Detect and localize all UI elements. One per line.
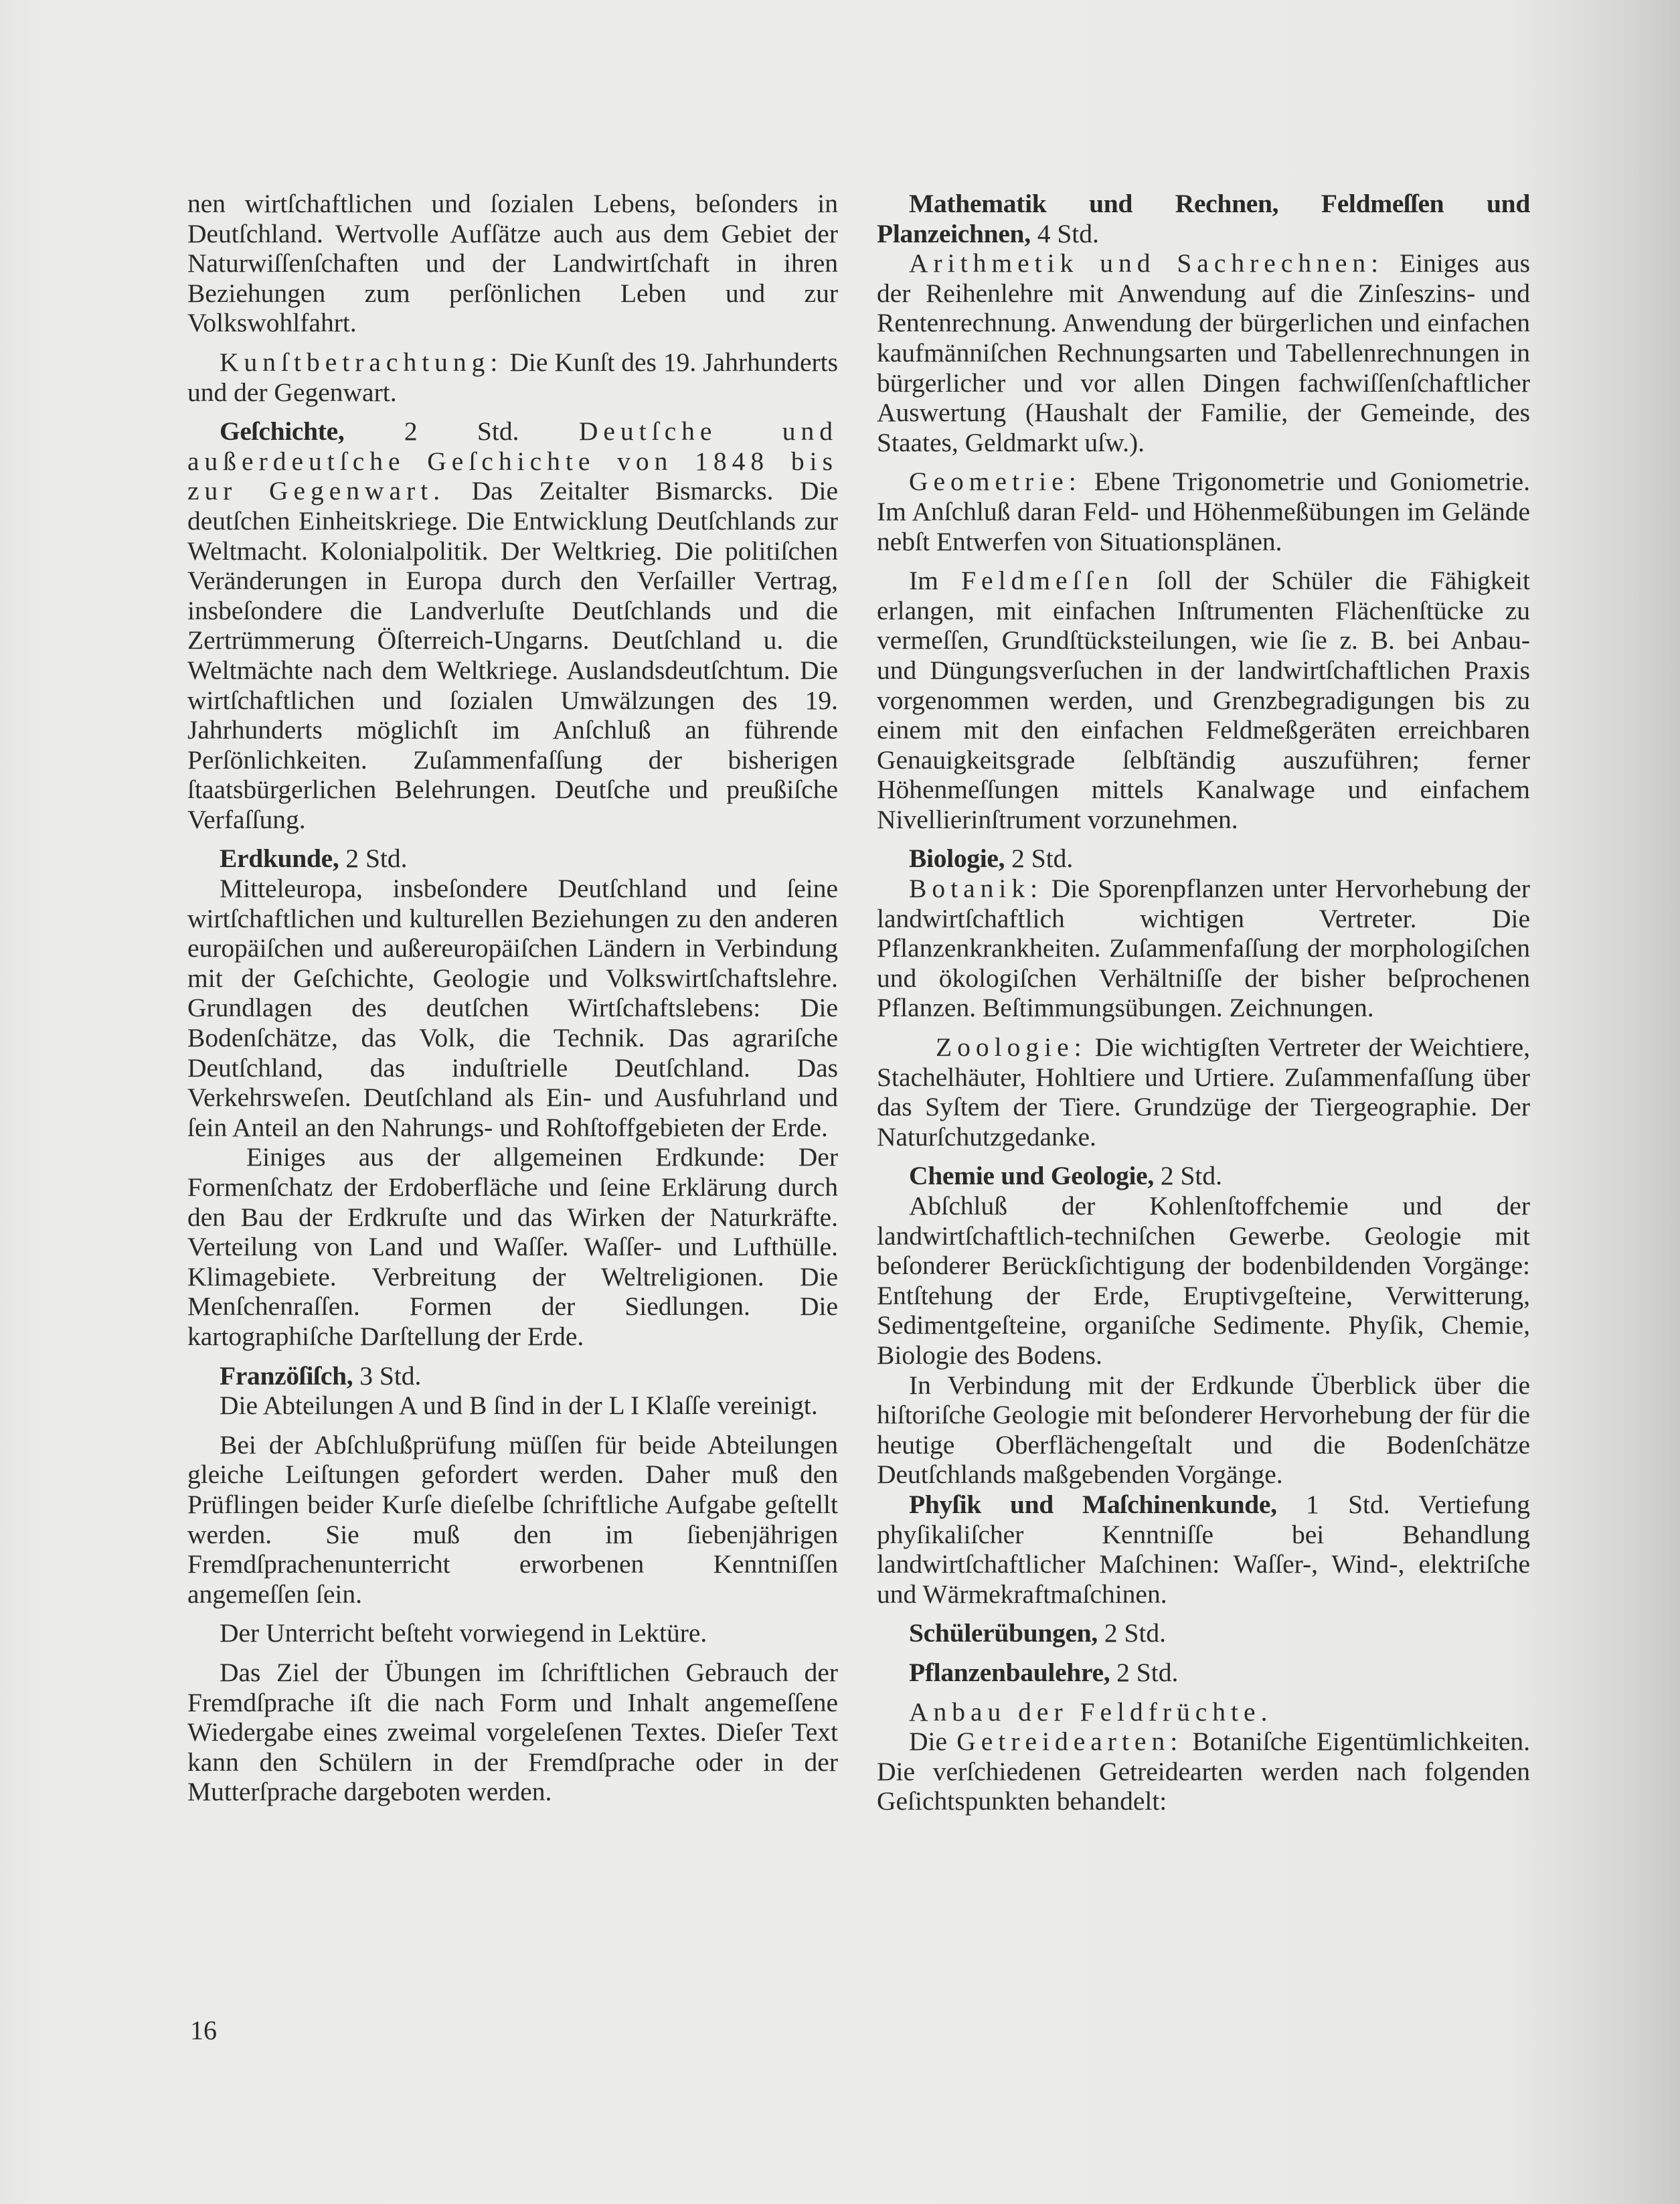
- geschichte-text: Das Zeitalter Bismarcks. Die deutſchen Einheitskriege. Die Entwicklung Deutſchlands zur Weltmacht. Kolonialpolitik. Der Weltkrieg. Die politiſchen Veränderungen in Europa durch den Verſailler Vertrag, insbeſondere die Landverluſte Deutſchlands und die Zertrümmerung Öſterreich-Ungarns. Deutſchland u. die Weltmächte nach dem Weltkriege. Auslandsdeutſchtum. Die wirtſchaftlichen und ſozialen Umwälzungen des 19. Jahrhunderts möglichſt im Anſchluß an führende Perſönlichkeiten. Zuſammenfaſſung der bisherigen ſtaatsbürgerlichen Belehrungen. Deutſche und preußiſche Verfaſſung.: [187, 476, 838, 834]
- physik-heading: Phyſik und Maſchinenkunde,: [909, 1489, 1277, 1519]
- franzoesisch-paragraph-4: Das Ziel der Übungen im ſchriftlichen Gebrauch der Fremdſprache iſt die nach Form und Inhalt angemeſſene Wiedergabe eines zweimal vorgeleſenen Textes. Dieſer Text kann den Schülern in der Fremdſprache oder in der Mutterſprache dargeboten werden.: [187, 1657, 838, 1807]
- getreidearten-prefix: Die: [909, 1727, 957, 1757]
- franzoesisch-paragraph-1: Die Abteilungen A und B ſind in der L I Klaſſe vereinigt.: [220, 1391, 818, 1421]
- mathematik-section-heading: [877, 189, 1530, 248]
- franzoesisch-heading: Franzöſiſch,: [220, 1360, 353, 1391]
- erdkunde-paragraph-2: Einiges aus der allgemeinen Erdkunde: Der Formenſchatz der Erdoberfläche und ſeine Erklärung durch den Bau der Erdkruſte und das Wirken der Naturkräfte. Verteilung von Land und Waſſer. Waſſer- und Lufthülle. Klimagebiete. Verbreitung der Weltreligionen. Die Menſchenraſſen. Formen der Siedlungen. Die kartographiſche Darſtellung der Erde.: [187, 1142, 838, 1351]
- getreidearten-label: Getreidearten:: [956, 1727, 1183, 1757]
- physik-section: [877, 1490, 1530, 1609]
- biologie-hours: 2 Std.: [1005, 844, 1074, 874]
- mathematik-hours: 4 Std.: [1030, 218, 1099, 248]
- chemie-heading: Chemie und Geologie,: [909, 1161, 1154, 1191]
- physik-text: Vertiefung phyſikaliſcher Kenntniſſe bei Behandlung landwirtſchaftlicher Maſchinen: Waſſer-, Wind-, elektriſche und Wärmekraftmaſchinen.: [877, 1489, 1530, 1609]
- biologie-heading: Biologie,: [909, 844, 1005, 874]
- chemie-paragraph-2: In Verbindung mit der Erdkunde Überblick über die hiſtoriſche Geologie mit beſonderer Hervorhebung der für die heutige Oberflächengeſtalt und die Bodenſchätze Deutſchlands maßgebenden Vorgänge.: [877, 1370, 1530, 1490]
- page-number: 16: [190, 2015, 217, 2045]
- zoologie-label: Zoologie:: [936, 1032, 1087, 1062]
- getreidearten-text: Botaniſche Eigentümlichkeiten. Die verſchiedenen Getreidearten werden nach folgenden Geſichtspunkten behandelt:: [877, 1727, 1530, 1816]
- geometrie-label: Geometrie:: [909, 467, 1082, 497]
- arithmetik-paragraph: [877, 248, 1530, 457]
- erdkunde-section-heading: [187, 844, 838, 874]
- botanik-label: Botanik:: [909, 874, 1043, 904]
- feldmessen-text: ſoll der Schüler die Fähigkeit erlangen, mit einfachen Inſtrumenten Flächenſtücke zu vermeſſen, Grundſtücksteilungen, wie ſie z. B. bei Anbau- und Düngungsverſuchen in der landwirtſchaftlichen Praxis vorgenommen werden, und Grenzbegradigungen bis zu einem mit den einfachen Feldmeßgeräten erreichbaren Genauigkeitsgrade ſelbſtändig auszuführen; ferner Höhenmeſſungen mittels Kanalwage und einfachem Nivellierinſtrument vorzunehmen.: [877, 566, 1530, 834]
- botanik-text: Die Sporenpflanzen unter Hervorhebung der landwirtſchaftlich wichtigen Vertreter. Die Pflanzenkrankheiten. Zuſammenfaſſung der morphologiſchen und ökologiſchen Verhältniſſe der bisher beſprochenen Pflanzen. Beſtimmungsübungen. Zeichnungen.: [877, 874, 1530, 1023]
- chemie-section-heading: [877, 1161, 1530, 1191]
- zoologie-text: Die wichtigſten Vertreter der Weichtiere, Stachelhäuter, Hohltiere und Urtiere. Zuſammenfaſſung über das Syſtem der Tiere. Grundzüge der Tiergeographie. Der Naturſchutzgedanke.: [877, 1032, 1530, 1152]
- kunstbetrachtung-paragraph: [187, 347, 838, 407]
- feldmessen-prefix: Im: [909, 566, 962, 596]
- mathematik-heading: Mathematik und Rechnen, Feldmeſſen und Planzeichnen,: [877, 189, 1530, 248]
- arithmetik-text: Einiges aus der Reihenlehre mit Anwendung auf die Zinſeszins- und Rentenrechnung. Anwendung der bürgerlichen und einfachen kaufmänniſchen Rechnungsarten und Tabellenrechnungen in bürgerlicher und vor allen Dingen fachwiſſenſchaftlicher Auswertung (Haushalt der Familie, der Gemeinde, des Staates, Geldmarkt uſw.).: [877, 248, 1531, 457]
- anbau-label: Anbau der Feldfrüchte.: [909, 1697, 1273, 1727]
- pflanzenbau-hours: 2 Std.: [1110, 1657, 1179, 1687]
- geschichte-heading: Geſchichte,: [220, 416, 345, 447]
- kunstbetrachtung-label: Kunſtbetrachtung:: [220, 347, 503, 377]
- franzoesisch-hours: 3 Std.: [353, 1360, 422, 1391]
- getreidearten-paragraph: [877, 1727, 1530, 1816]
- pflanzenbau-heading: Pflanzenbaulehre,: [909, 1657, 1110, 1687]
- geschichte-hours: 2 Std.: [344, 416, 579, 447]
- geschichte-section: [187, 416, 838, 834]
- physik-hours: 1 Std.: [1276, 1489, 1390, 1519]
- franzoesisch-paragraph-2: Bei der Abſchlußprüfung müſſen für beide Abteilungen gleiche Leiſtungen gefordert werden. Daher muß den Prüflingen beider Kurſe dieſelbe ſchriftliche Aufgabe geſtellt werden. Sie muß den im ſiebenjährigen Fremdſprachenunterricht erworbenen Kenntniſſen angemeſſen ſein.: [187, 1429, 838, 1609]
- franzoesisch-paragraph-3: Der Unterricht beſteht vorwiegend in Lektüre.: [220, 1618, 707, 1648]
- chemie-hours: 2 Std.: [1153, 1161, 1223, 1191]
- erdkunde-paragraph-1: Mitteleuropa, insbeſondere Deutſchland und ſeine wirtſchaftlichen und kulturellen Beziehungen zu den anderen europäiſchen und außereuropäiſchen Ländern in Verbindung mit der Geſchichte, Geologie und Volkswirtſchaftslehre. Grundlagen des deutſchen Wirtſchaftslebens: Die Bodenſchätze, das Volk, die Technik. Das agrariſche Deutſchland, das induſtrielle Deutſchland. Das Verkehrsweſen. Deutſchland als Ein- und Ausfuhrland und ſein Anteil an den Nahrungs- und Rohſtoffgebieten der Erde.: [187, 874, 838, 1142]
- zoologie-paragraph: [877, 1032, 1530, 1152]
- left-column: [187, 189, 838, 1807]
- kunstbetrachtung-text: Die Kunſt des 19. Jahrhunderts und der Gegenwart.: [187, 347, 838, 407]
- pflanzenbau-section-heading: [877, 1658, 1530, 1688]
- continued-paragraph: nen wirtſchaftlichen und ſozialen Lebens, beſonders in Deutſchland. Wertvolle Aufſätze auch aus dem Gebiet der Naturwiſſenſchaften und der Landwirtſchaft in ihren Beziehungen zum perſönlichen Leben und zur Volkswohlfahrt.: [187, 189, 838, 338]
- schueleruebungen-heading: Schülerübungen,: [909, 1618, 1098, 1648]
- geometrie-paragraph: [877, 467, 1530, 556]
- botanik-paragraph: [877, 874, 1530, 1023]
- right-column: [877, 189, 1530, 1816]
- geometrie-text: Ebene Trigonometrie und Goniometrie. Im Anſchluß daran Feld- und Höhenmeßübungen im Gelände nebſt Entwerfen von Situationsplänen.: [877, 467, 1530, 556]
- biologie-section-heading: [877, 844, 1530, 874]
- feldmessen-label: Feldmeſſen: [961, 566, 1134, 596]
- franzoesisch-section-heading: [187, 1361, 838, 1391]
- erdkunde-hours: 2 Std.: [339, 844, 408, 874]
- feldmessen-paragraph: [877, 566, 1530, 834]
- chemie-paragraph-1: Abſchluß der Kohlenſtoffchemie und der landwirtſchaftlich-techniſchen Gewerbe. Geologie mit beſonderer Berückſichtigung der bodenbildenden Vorgänge: Entſtehung der Erde, Eruptivgeſteine, Verwitterung, Sedimentgeſteine, organiſche Sedimente. Phyſik, Chemie, Biologie des Bodens.: [877, 1191, 1530, 1370]
- schueleruebungen-section-heading: [877, 1618, 1530, 1648]
- arithmetik-label: Arithmetik und Sachrechnen:: [909, 248, 1384, 279]
- geschichte-spaced-topic: Deutſche und außerdeutſche Geſchichte von 1848 bis zur Gegenwart.: [187, 416, 838, 506]
- schueleruebungen-hours: 2 Std.: [1097, 1618, 1167, 1648]
- erdkunde-heading: Erdkunde,: [220, 844, 339, 874]
- anbau-subheading: [877, 1697, 1530, 1727]
